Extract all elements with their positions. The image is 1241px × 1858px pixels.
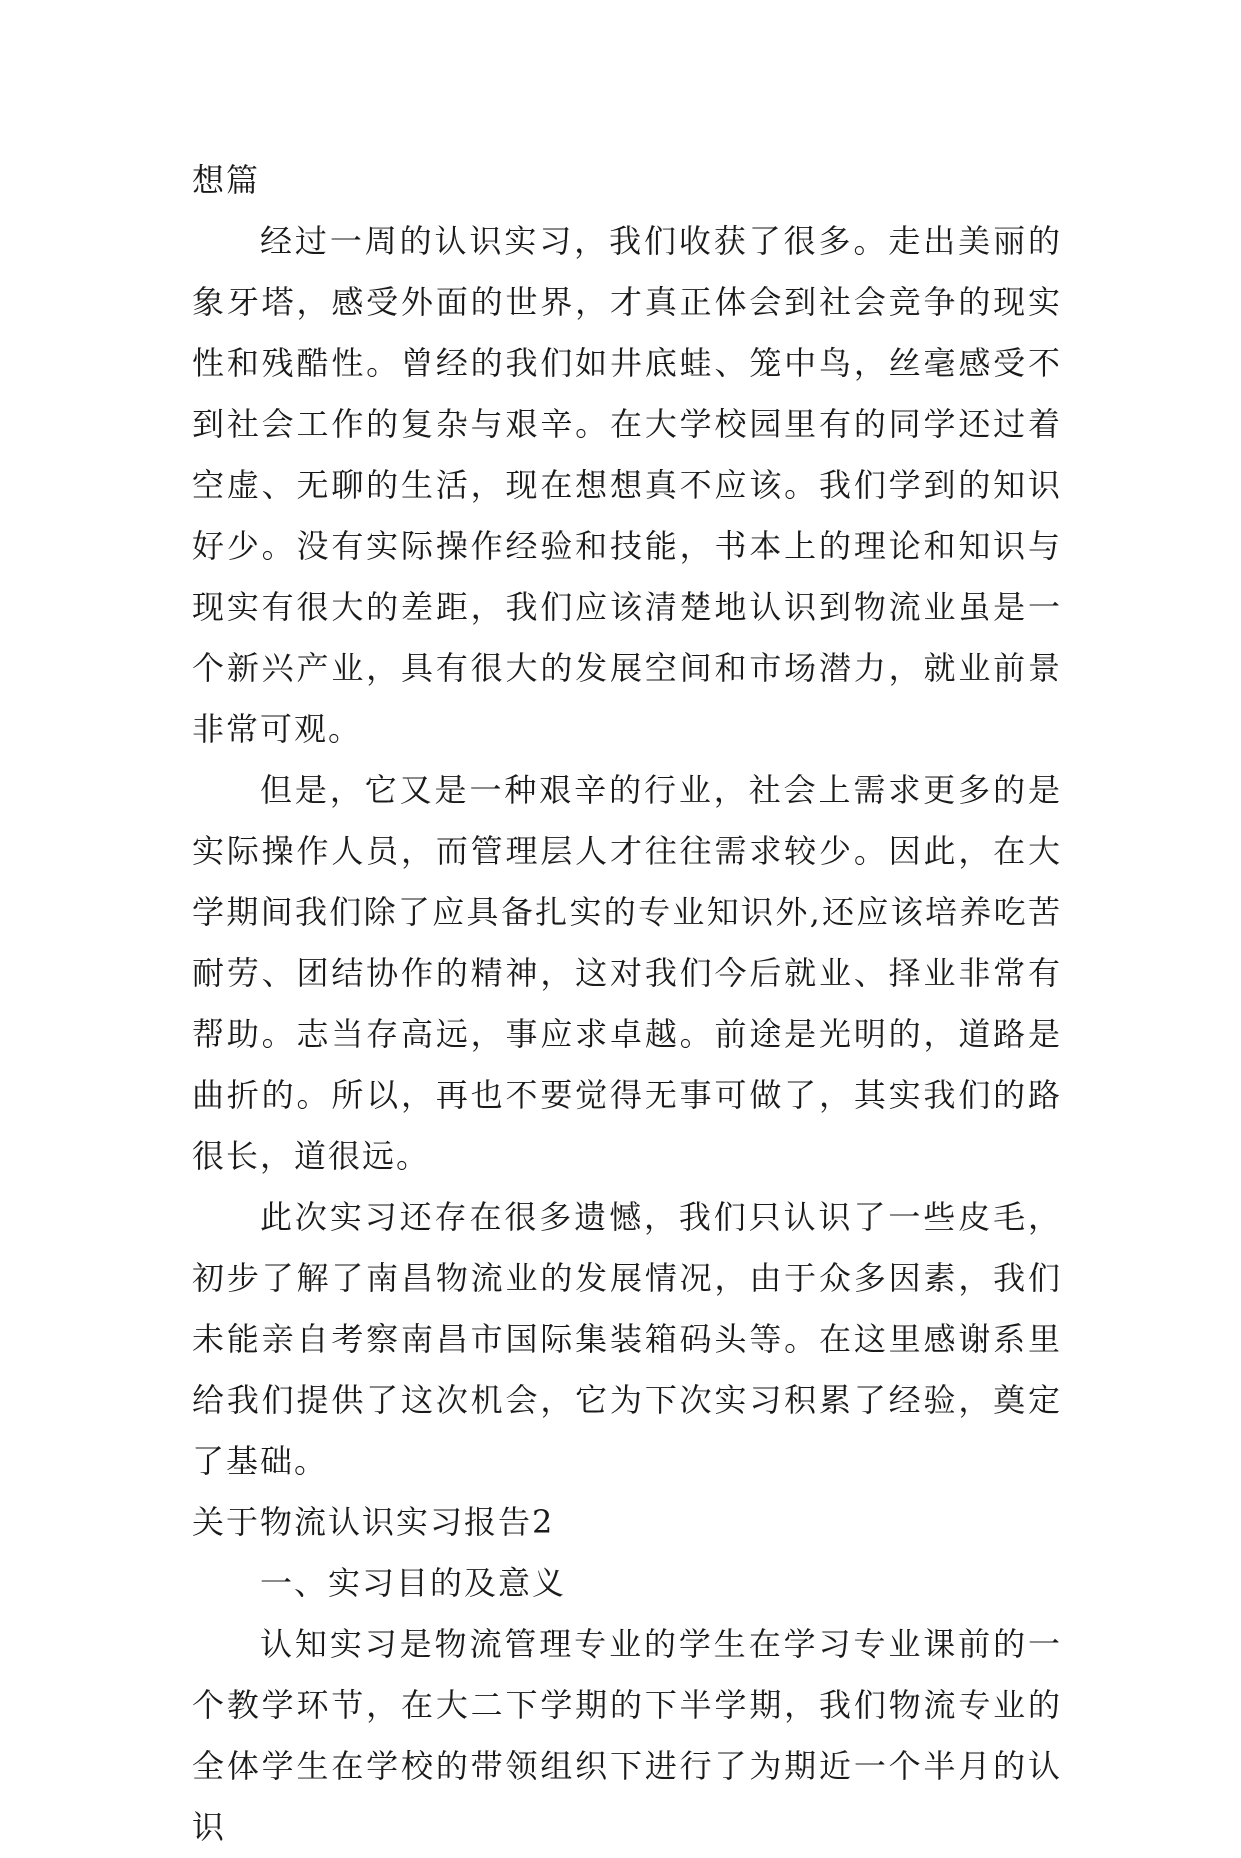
paragraph-internship-intro: 认知实习是物流管理专业的学生在学习专业课前的一个教学环节，在大二下学期的下半学期，我们物流专业的全体学生在学校的带领组织下进行了为期近一个半月的认识 [192, 1625, 1062, 1846]
section-heading: 一、实习目的及意义 [260, 1564, 567, 1602]
document-body [192, 150, 1062, 1858]
paragraph-regrets: 此次实习还存在很多遗憾，我们只认识了一些皮毛，初步了解了南昌物流业的发展情况，由于众多因素，我们未能亲自考察南昌市国际集装箱码头等。在这里感谢系里给我们提供了这次机会，它为下次实习积累了经验，奠定了基础。 [192, 1198, 1062, 1480]
paragraph-fragment-heading: 想篇 [192, 161, 261, 199]
paragraph-industry-hardship: 但是，它又是一种艰辛的行业，社会上需求更多的是实际操作人员，而管理层人才往往需求较少。因此，在大学期间我们除了应具备扎实的专业知识外,还应该培养吃苦耐劳、团结协作的精神，这对我们今后就业、择业非常有帮助。志当存高远，事应求卓越。前途是光明的，道路是曲折的。所以，再也不要觉得无事可做了，其实我们的路很长，道很远。 [192, 771, 1062, 1175]
report-title: 关于物流认识实习报告2 [192, 1503, 555, 1541]
paragraph-internship-gains: 经过一周的认识实习，我们收获了很多。走出美丽的象牙塔，感受外面的世界，才真正体会到社会竞争的现实性和残酷性。曾经的我们如井底蛙、笼中鸟，丝毫感受不到社会工作的复杂与艰辛。在大学校园里有的同学还过着空虚、无聊的生活，现在想想真不应该。我们学到的知识好少。没有实际操作经验和技能，书本上的理论和知识与现实有很大的差距，我们应该清楚地认识到物流业虽是一个新兴产业，具有很大的发展空间和市场潜力，就业前景非常可观。 [192, 222, 1062, 748]
